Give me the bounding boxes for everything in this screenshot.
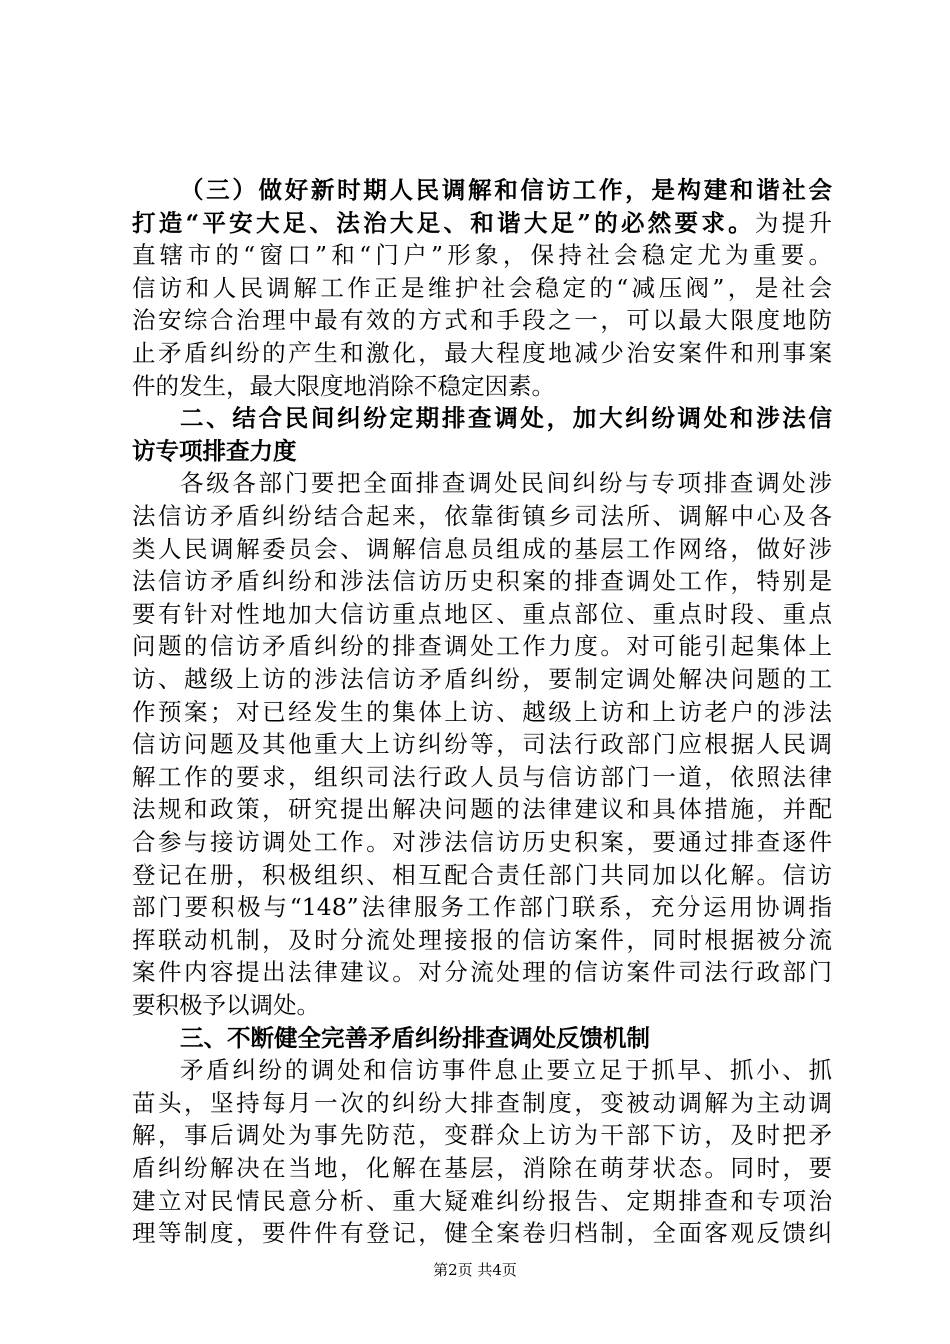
text-line: 建立对民情民意分析、重大疑难纠纷报告、定期排查和专项治 [132,1186,832,1215]
text-line: 合参与接访调处工作。对涉法信访历史积案，要通过排查逐件 [132,828,832,856]
text-line: （三）做好新时期人民调解和信访工作，是构建和谐社会 [180,176,832,204]
text-line: 要有针对性地加大信访重点地区、重点部位、重点时段、重点 [132,599,832,628]
bold-text-span: 打造“平安大足、法治大足、和谐大足”的必然要求。 [132,208,755,237]
text-line: 要积极予以调处。 [132,991,320,1019]
text-line: 法信访矛盾纠纷结合起来，依靠街镇乡司法所、调解中心及各 [132,502,832,530]
text-line: 作预案；对已经发生的集体上访、越级上访和上访老户的涉法 [132,697,832,726]
text-line: 治安综合治理中最有效的方式和手段之一，可以最大限度地防 [132,306,832,335]
text-line: 解工作的要求，组织司法行政人员与信访部门一道，依照法律 [132,762,832,791]
text-line: 法信访矛盾纠纷和涉法信访历史积案的排查调处工作，特别是 [132,567,832,596]
text-line: 件的发生，最大限度地消除不稳定因素。 [132,371,555,400]
text-line: 法规和政策，研究提出解决问题的法律建议和具体措施，并配 [132,795,832,824]
text-line: 理等制度，要件件有登记，健全案卷归档制，全面客观反馈纠 [132,1219,832,1248]
text-line: 矛盾纠纷的调处和信访事件息止要立足于抓早、抓小、抓 [180,1056,832,1085]
normal-text-span: 为提升 [754,208,832,237]
text-line: 盾纠纷解决在当地，化解在基层，消除在萌芽状态。同时，要 [132,1154,832,1182]
text-line: 直辖市的“窗口”和“门户”形象，保持社会稳定尤为重要。 [132,241,832,270]
text-line: 信访问题及其他重大上访纠纷等，司法行政部门应根据人民调 [132,730,832,759]
text-line: 挥联动机制，及时分流处理接报的信访案件，同时根据被分流 [132,925,832,954]
text-line: 访专项排查力度 [132,436,297,465]
text-line: 访、越级上访的涉法信访矛盾纠纷，要制定调处解决问题的工 [132,665,832,693]
text-line: 苗头，坚持每月一次的纠纷大排查制度，变被动调解为主动调 [132,1088,832,1117]
text-line: 问题的信访矛盾纠纷的排查调处工作力度。对可能引起集体上 [132,632,832,661]
text-line: 部门要积极与“148”法律服务工作部门联系，充分运用协调指 [132,893,832,922]
text-line: 案件内容提出法律建议。对分流处理的信访案件司法行政部门 [132,958,832,987]
text-line [132,207,832,240]
text-line: 信访和人民调解工作正是维护社会稳定的“减压阀”，是社会 [132,273,832,302]
text-line: 各级各部门要把全面排查调处民间纠纷与专项排查调处涉 [180,469,832,498]
text-line: 止矛盾纠纷的产生和激化，最大程度地减少治安案件和刑事案 [132,339,832,367]
text-line: 二、结合民间纠纷定期排查调处，加大纠纷调处和涉法信 [180,404,832,433]
text-line: 三、不断健全完善矛盾纠纷排查调处反馈机制 [180,1023,650,1052]
text-line: 登记在册，积极组织、相互配合责任部门共同加以化解。信访 [132,860,832,889]
text-line: 类人民调解委员会、调解信息员组成的基层工作网络，做好涉 [132,534,832,563]
text-line: 解，事后调处为事先防范，变群众上访为干部下访，及时把矛 [132,1121,832,1150]
page-footer: 第2页 共4页 [433,1261,517,1279]
